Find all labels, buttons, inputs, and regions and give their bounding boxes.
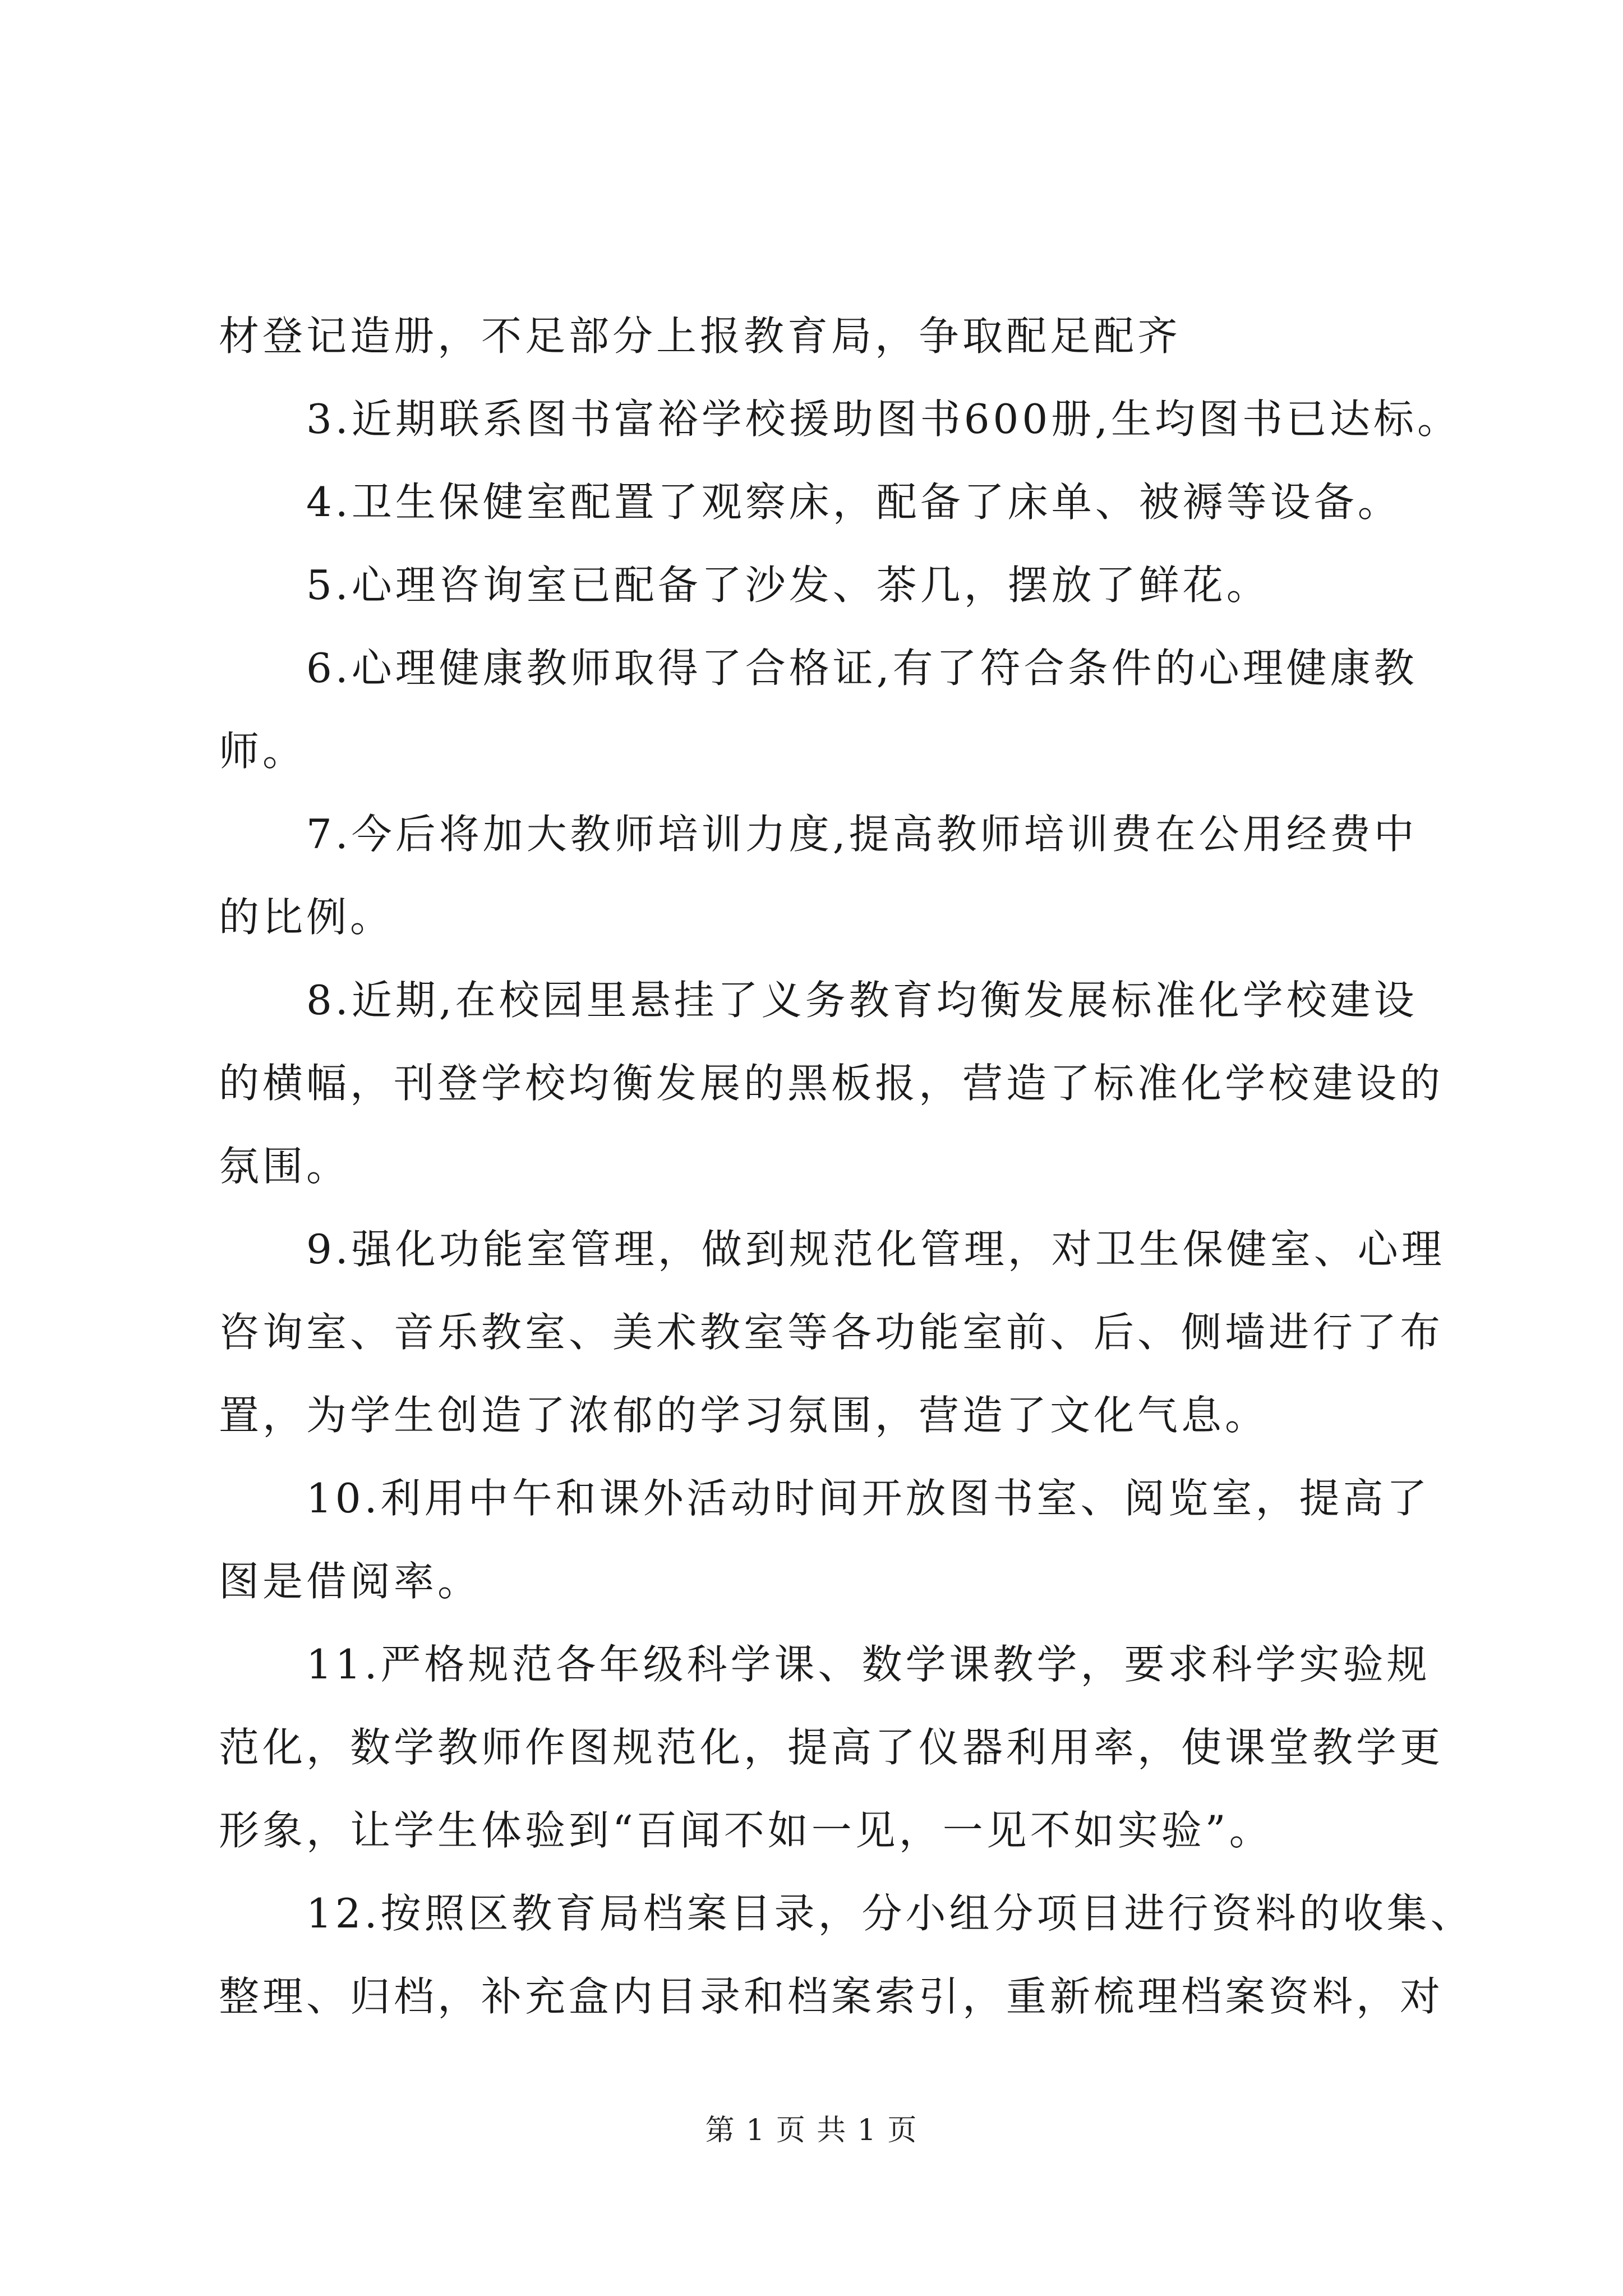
text-line: 置，为学生创造了浓郁的学习氛围，营造了文化气息。 (219, 1392, 1269, 1439)
paragraph (219, 295, 1424, 378)
text-line: 9.强化功能室管理，做到规范化管理，对卫生保健室、心理 (306, 1226, 1445, 1273)
text-line: 11.严格规范各年级科学课、数学课教学，要求科学实验规 (306, 1641, 1431, 1688)
text-line: 8.近期,在校园里悬挂了义务教育均衡发展标准化学校建设 (306, 977, 1418, 1024)
paragraph (219, 627, 1424, 793)
paragraph (219, 378, 1461, 461)
text-line: 图是借阅率。 (219, 1558, 482, 1605)
paragraph (219, 1872, 1474, 2038)
paragraph (219, 461, 1424, 544)
paragraph (219, 793, 1424, 959)
document-body (219, 295, 1474, 2038)
text-line: 4.卫生保健室配置了观察床，配备了床单、被褥等设备。 (306, 478, 1401, 526)
text-line: 6.心理健康教师取得了合格证,有了符合条件的心理健康教 (306, 645, 1418, 692)
text-line: 5.心理咨询室已配备了沙发、茶几，摆放了鲜花。 (306, 562, 1270, 609)
paragraph (219, 1623, 1444, 1872)
text-line: 的横幅，刊登学校均衡发展的黑板报，营造了标准化学校建设的 (219, 1060, 1444, 1107)
text-line: 3.近期联系图书富裕学校援助图书600册,生均图书已达标。 (306, 395, 1461, 443)
text-line: 咨询室、音乐教室、美术教室等各功能室前、后、侧墙进行了布 (219, 1309, 1444, 1356)
page-footer: 第 1 页 共 1 页 (705, 2114, 918, 2147)
text-line: 7.今后将加大教师培训力度,提高教师培训费在公用经费中 (306, 811, 1418, 858)
text-line: 师。 (219, 728, 307, 775)
text-line: 形象，让学生体验到“百闻不如一见，一见不如实验”。 (219, 1807, 1273, 1854)
paragraph (219, 544, 1424, 627)
paragraph (219, 1457, 1431, 1623)
text-line: 材登记造册，不足部分上报教育局，争取配足配齐 (219, 312, 1182, 360)
text-line: 的比例。 (219, 894, 394, 941)
text-line: 12.按照区教育局档案目录，分小组分项目进行资料的收集、 (306, 1890, 1474, 1937)
text-line: 范化，数学教师作图规范化，提高了仪器利用率，使课堂教学更 (219, 1724, 1444, 1771)
paragraph (219, 959, 1444, 1208)
text-line: 氛围。 (219, 1143, 351, 1190)
text-line: 10.利用中午和课外活动时间开放图书室、阅览室，提高了 (306, 1475, 1431, 1522)
text-line: 整理、归档，补充盒内目录和档案索引，重新梳理档案资料，对 (219, 1973, 1444, 2020)
paragraph (219, 1208, 1445, 1457)
